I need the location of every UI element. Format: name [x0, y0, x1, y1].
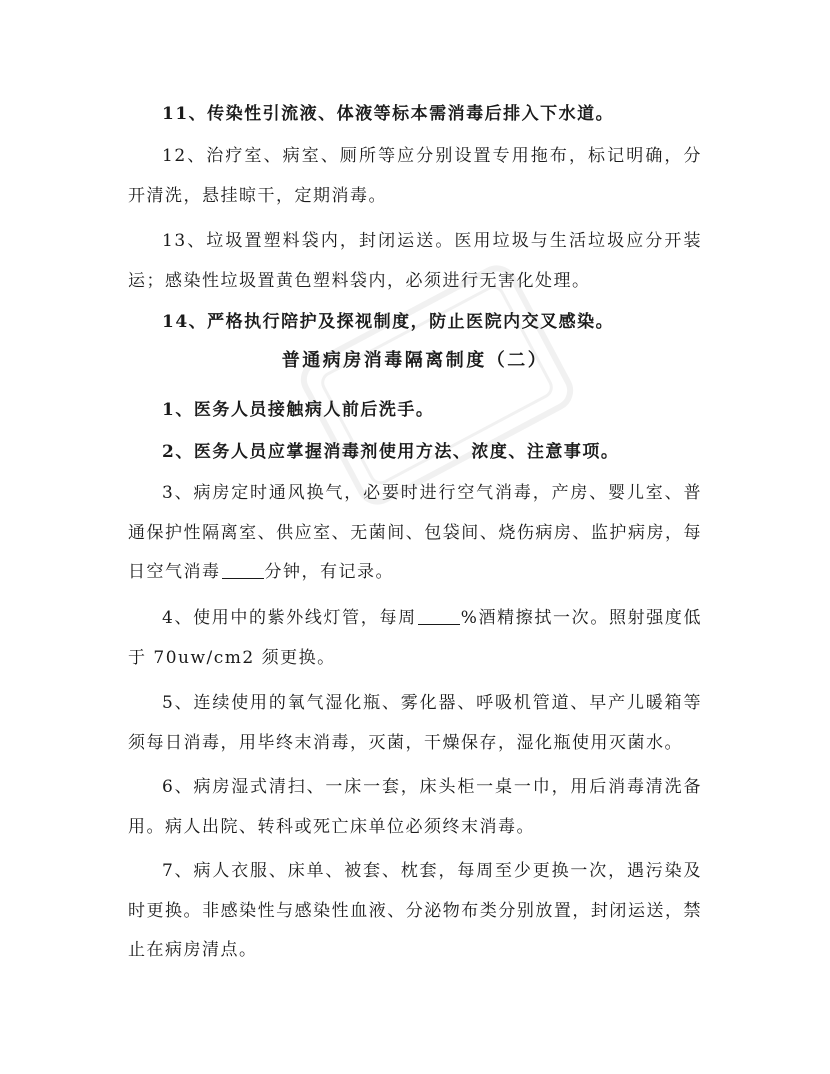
item-11: 11、传染性引流液、体液等标本需消毒后排入下水道。 [162, 104, 615, 124]
item-12: 12、治疗室、病室、厕所等应分别设置专用拖布，标记明确，分开清洗，悬挂晾干，定期消毒。 [128, 146, 702, 206]
item-3-text-before: 3、病房定时通风换气，必要时进行空气消毒，产房、婴儿室、普通保护性隔离室、供应室、无菌间、包袋间、烧伤病房、监护病房，每日空气消毒 [128, 483, 702, 582]
item-13: 13、垃圾置塑料袋内，封闭运送。医用垃圾与生活垃圾应分开装运；感染性垃圾置黄色塑料袋内，必须进行无害化处理。 [128, 231, 702, 291]
item-14: 14、严格执行陪护及探视制度，防止医院内交叉感染。 [162, 312, 615, 332]
item-4-text-before: 4、使用中的紫外线灯管，每周 [162, 608, 417, 628]
section-title: 普通病房消毒隔离制度（二） [281, 350, 549, 371]
item-2: 2、医务人员应掌握消毒剂使用方法、浓度、注意事项。 [162, 442, 620, 462]
item-1: 1、医务人员接触病人前后洗手。 [162, 400, 435, 420]
item-4 [128, 599, 702, 678]
item-3-text-after: 分钟，有记录。 [264, 562, 394, 582]
fill-in-blank [418, 608, 460, 625]
item-6: 6、病房湿式清扫、一床一套，床头柜一桌一巾，用后消毒清洗备用。病人出院、转科或死亡床单位必须终末消毒。 [128, 777, 702, 837]
item-3 [128, 474, 702, 593]
item-5: 5、连续使用的氧气湿化瓶、雾化器、呼吸机管道、早产儿暖箱等须每日消毒，用毕终末消毒，灭菌，干燥保存，湿化瓶使用灭菌水。 [128, 693, 702, 753]
fill-in-blank [222, 562, 264, 579]
item-7: 7、病人衣服、床单、被套、枕套，每周至少更换一次，遇污染及时更换。非感染性与感染性血液、分泌物布类分别放置，封闭运送，禁止在病房清点。 [128, 861, 702, 960]
item-4-text-after: %酒精擦拭一次。照射强度低于 70uw/cm2 须更换。 [128, 608, 702, 668]
